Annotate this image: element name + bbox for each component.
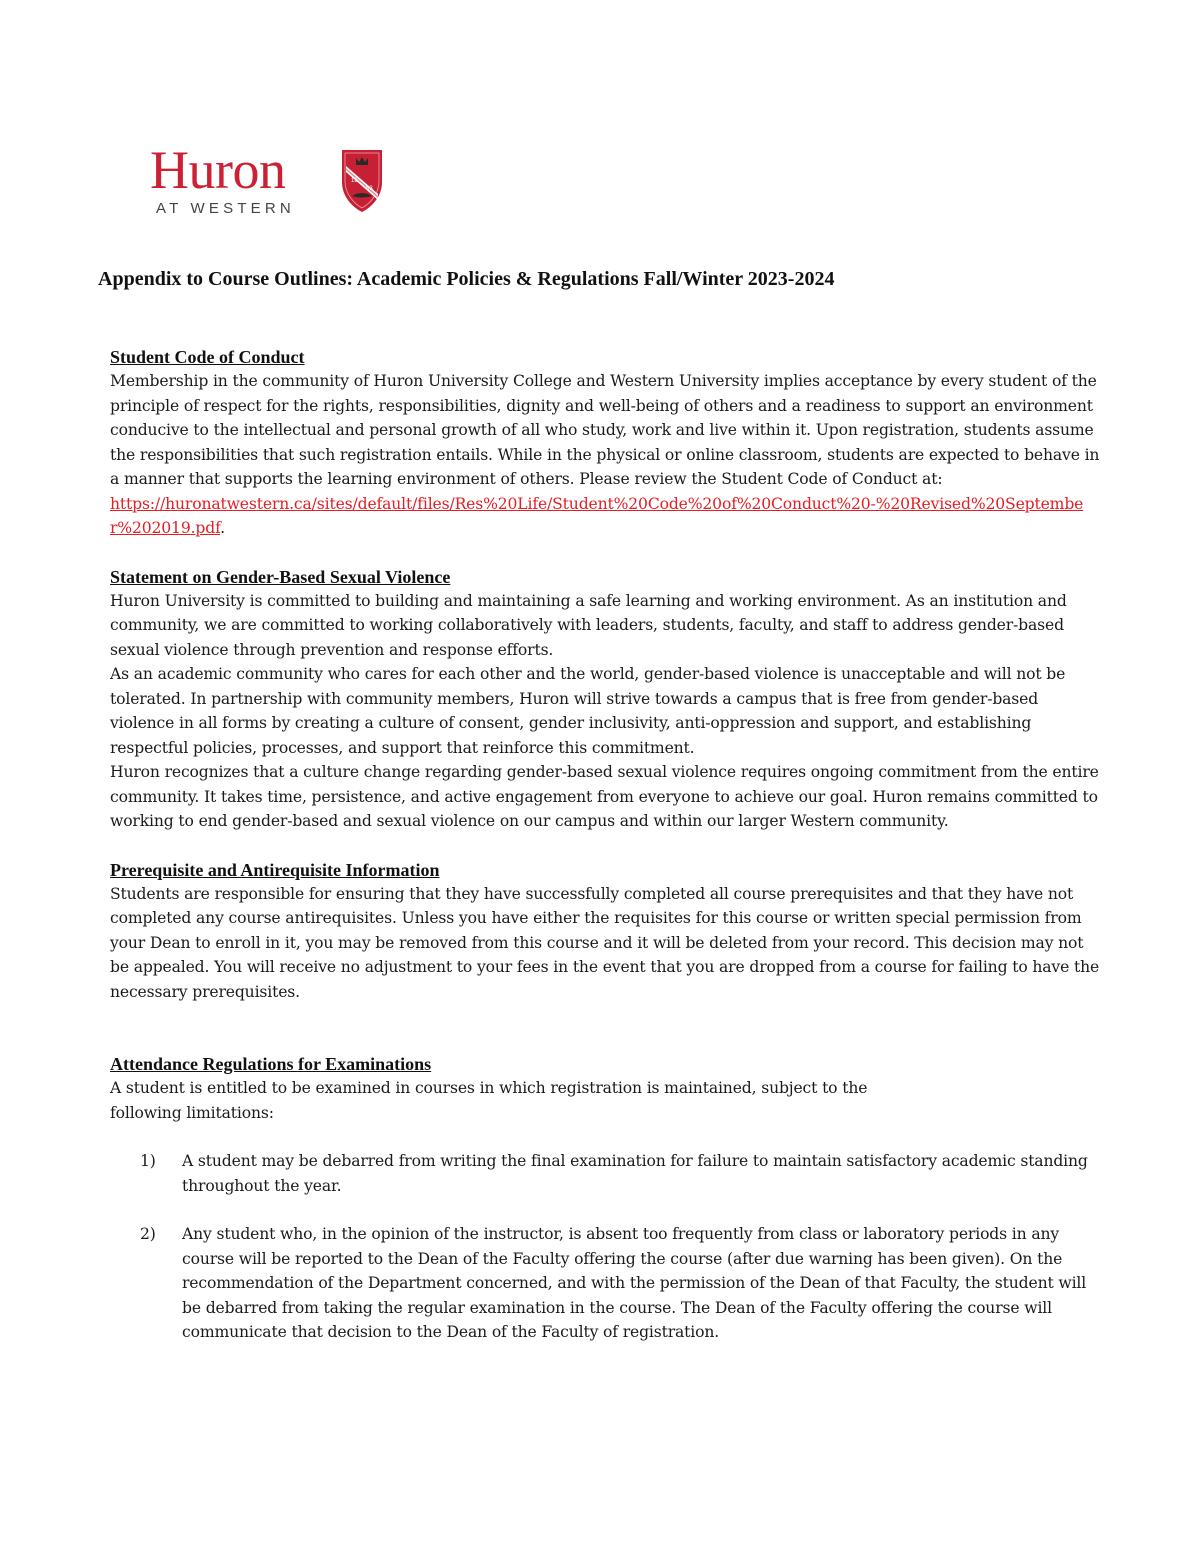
section-gender-based-sexual-violence <box>110 565 1100 834</box>
list-item <box>110 1222 1100 1345</box>
attendance-intro-line-1: A student is entitled to be examined in courses in which registration is maintained, subject to the <box>110 1079 868 1097</box>
list-item-text: A student may be debarred from writing the final examination for failure to maintain satisfactory academic standing throughout the year. <box>182 1152 1088 1195</box>
section-prerequisite-antirequisite <box>110 858 1100 1005</box>
conduct-body-text: Membership in the community of Huron University College and Western University implies acceptance by every student of the principle of respect for the rights, responsibilities, dignity and well-being of others and a readiness to support an environment conducive to the intellectual and personal growth of all who study, work and live within it. Upon registration, students assume the responsibilities that such registration entails. While in the physical or online classroom, students are expected to behave in a manner that supports the learning environment of others. Please review the Student Code of Conduct at: <box>110 372 1100 488</box>
huron-logo <box>150 140 390 220</box>
section-body <box>110 369 1100 541</box>
code-of-conduct-link[interactable]: https://huronatwestern.ca/sites/default/files/Res%20Life/Student%20Code%20of%20Conduct%20-%20Revised%20September%202019.pdf <box>110 494 1084 537</box>
prereq-body: Students are responsible for ensuring that they have successfully completed all course prerequisites and that they have not completed any course antirequisites. Unless you have either the requisites for this course or written special permission from your Dean to enroll in it, you may be removed from this course and it will be deleted from your record. This decision may not be appealed. You will receive no adjustment to your fees in the event that you are dropped from a course for failing to have the necessary prerequisites. <box>110 884 1100 1001</box>
list-item-text: Any student who, in the opinion of the instructor, is absent too frequently from class or laboratory periods in any course will be reported to the Dean of the Faculty offering the course (after due warning has been given). On the recommendation of the Department concerned, and with the permission of the Dean of that Faculty, the student will be debarred from taking the regular examination in the course. The Dean of the Faculty offering the course will communicate that decision to the Dean of the Faculty of registration. <box>182 1225 1087 1341</box>
shield-year-left: 18 <box>351 178 358 184</box>
shield-year-right: 63 <box>366 186 373 192</box>
section-heading: Attendance Regulations for Examinations <box>110 1054 432 1074</box>
link-suffix: . <box>220 519 225 537</box>
attendance-limitations-list <box>110 1149 1100 1345</box>
document-title: Appendix to Course Outlines: Academic Policies & Regulations Fall/Winter 2023-2024 <box>98 268 835 290</box>
gbsv-paragraph-3: Huron recognizes that a culture change regarding gender-based sexual violence requires ongoing commitment from the entire community. It takes time, persistence, and active engagement from everyone to achieve our goal. Huron remains committed to working to end gender-based and sexual violence on our campus and within our larger Western community. <box>110 763 1099 830</box>
section-heading: Prerequisite and Antirequisite Information <box>110 859 440 880</box>
logo-wordmark: Huron <box>150 140 286 200</box>
section-heading: Student Code of Conduct <box>110 347 305 367</box>
section-attendance-regulations <box>110 1052 1100 1345</box>
attendance-intro-line-2: following limitations: <box>110 1103 274 1122</box>
gbsv-paragraph-1: Huron University is committed to building and maintaining a safe learning and working environment. As an institution and community, we are committed to working collaboratively with leaders, students, faculty, and staff to address gender-based sexual violence through prevention and response efforts. <box>110 591 1067 659</box>
section-student-code-of-conduct <box>110 345 1100 541</box>
logo-subtitle: AT WESTERN <box>156 200 295 217</box>
list-marker: 1) <box>140 1152 156 1170</box>
list-item <box>110 1149 1100 1198</box>
crest-shield-icon <box>340 146 384 214</box>
section-heading: Statement on Gender-Based Sexual Violence <box>110 566 451 587</box>
gbsv-paragraph-2: As an academic community who cares for each other and the world, gender-based violence is unacceptable and will not be tolerated. In partnership with community members, Huron will strive towards a campus that is free from gender-based violence in all forms by creating a culture of consent, gender inclusivity, anti-oppression and support, and establishing respectful policies, processes, and support that reinforce this commitment. <box>110 665 1066 757</box>
attendance-intro <box>110 1076 1100 1125</box>
document-content <box>110 345 1100 1345</box>
list-marker: 2) <box>140 1225 156 1243</box>
